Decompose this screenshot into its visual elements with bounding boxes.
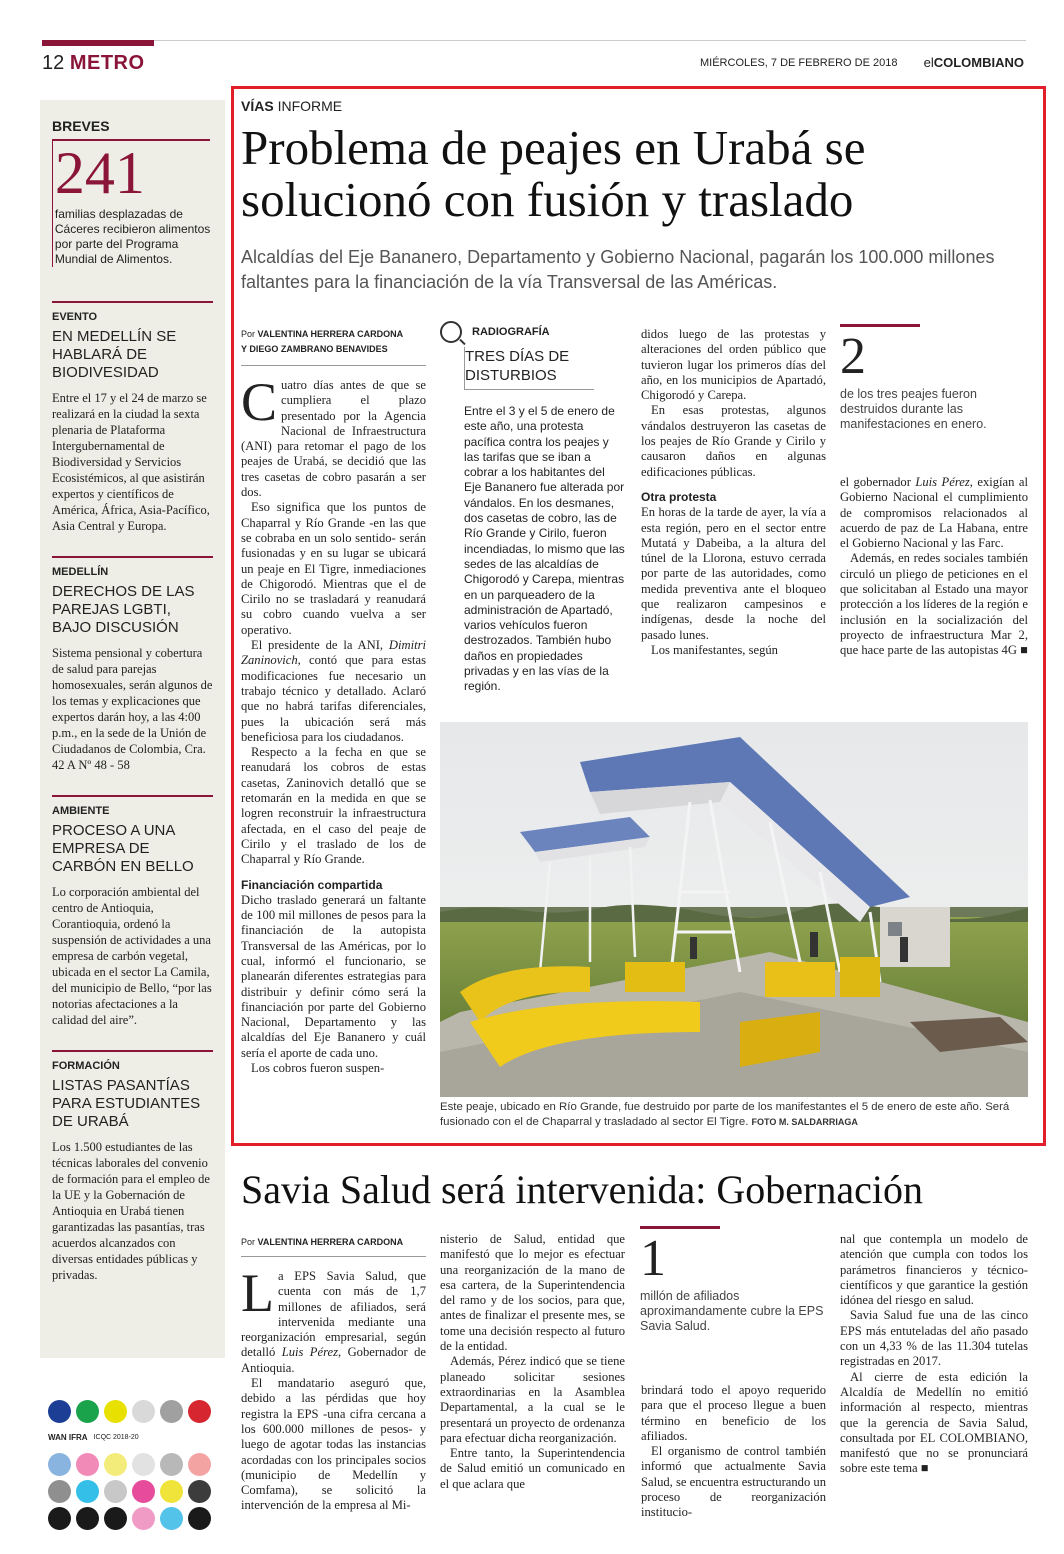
sidebar-title: BREVES — [52, 118, 110, 134]
photo-credit: FOTO M. SALDARRIAGA — [751, 1117, 858, 1127]
brief-body: Sistema pensional y cobertura de salud para parejas homosexuales, serán algunos de los temas y explicaciones que expertos darán hoy, a las 4:00 p.m., en la sede de la Unión de Ciudadanos de Colombia, Cra. 42 A Nº 48 - 58 — [52, 646, 213, 772]
color-swatch — [104, 1480, 127, 1503]
brief-title: LISTAS PASANTÍAS PARA ESTUDIANTES DE URABÁ — [52, 1077, 201, 1130]
color-swatch — [132, 1400, 155, 1423]
story2-column-3: brindará todo el apoyo requerido para que el proceso llegue a buen término en beneficio de los afiliados. El organismo de control también informó que actualmente Savia Salud, se encuentra estructurando un proceso de reorganización institucio- — [641, 1383, 826, 1520]
story2-column-4: nal que contempla un modelo de atención que cumpla con todos los parámetros financieros y técnico-científicos y que garantice la gestión idónea del riesgo en salud. Savia Salud fue una de las cinco EPS más entuteladas del año pasado con un 4,33 % de las 11.304 tutelas registradas en 2017. Al cierre de esta edición la Alcaldía de Medellín no emitió información al respecto, mientras que la gerencia de Savia Salud, consultada por EL COLOMBIANO, manifestó que no se pronunciará sobre este tema ■ — [840, 1232, 1028, 1476]
fact-text: millón de afiliados aproximandamente cubre la EPS Savia Salud. — [640, 1289, 824, 1333]
color-swatch — [188, 1453, 211, 1476]
brief-evento — [52, 301, 213, 534]
brief-medellin — [52, 556, 213, 773]
subhead-otra-protesta: Otra protesta — [641, 489, 717, 504]
sidebar-big-text: familias desplazadas de Cáceres recibieron alimentos por parte del Programa Mundial de Alimentos. — [54, 207, 211, 266]
color-swatch — [48, 1453, 71, 1476]
toll-booth-photo — [440, 722, 1028, 1097]
dropcap: L — [241, 1263, 274, 1323]
color-swatch — [76, 1480, 99, 1503]
brief-ambiente — [52, 795, 213, 1028]
brief-kicker: FORMACIÓN — [52, 1060, 120, 1072]
color-swatch — [160, 1453, 183, 1476]
color-swatch — [104, 1400, 127, 1423]
brief-title: DERECHOS DE LAS PAREJAS LGBTI, BAJO DISCUSIÓN — [52, 583, 195, 636]
magnifier-icon — [440, 321, 462, 343]
story-deck: Alcaldías del Eje Bananero, Departamento y Gobierno Nacional, pagarán los 100.000 millones faltantes para la financiación de la vía Transversal de las Américas. — [241, 247, 995, 292]
color-swatch — [48, 1507, 71, 1530]
page-number-section — [42, 52, 145, 75]
page-number: 12 — [42, 52, 65, 74]
story-kicker: VÍAS INFORME — [241, 98, 343, 114]
brief-body: Los 1.500 estudiantes de las técnicas laborales del convenio de formación para el empleo de la UE y la Gobernación de Antioquia en Urabá tienen garantizadas las pasantías, tras acuerdos alcanzados con diversas entidades públicas y privadas. — [52, 1140, 210, 1282]
brief-body: Entre el 17 y el 24 de marzo se realizará en la ciudad la sexta plenaria de Plataforma Intergubernamental de Biodiversidad y Servicios Ecosistémicos, al que asistirán expertos y científicos de América, África, Asia-Pacífico, Asia Central y Europa. — [52, 391, 210, 533]
color-swatch — [188, 1400, 211, 1423]
story2-column-1: Por VALENTINA HERRERA CARDONA La EPS Savia Salud, que cuenta con más de 1,7 millones de afiliados, será intervenida mediante una reorganización empresarial, según detalló Luis Pérez, Gobernador de Antioquia. El mandatario aseguró que, debido a las pérdidas que hoy registra la EPS -una cifra cercana a los 600.000 millones de pesos- y luego de agotar todas las instancias acordadas con los principales socios (municipio de Medellín y Comfama), se solicitó la intervención de la empresa al Mi- — [241, 1237, 427, 1513]
photo-caption: Este peaje, ubicado en Río Grande, fue destruido por parte de los manifestantes el 5 de enero de este año. Será fusionado con el de Chaparral y trasladado al sector El Tigre. FOTO M. SALDARRIAGA — [440, 1101, 1010, 1128]
fact-number: 1 — [640, 1230, 666, 1287]
radiografia-body: Entre el 3 y el 5 de enero de este año, una protesta pacífica contra los peajes y las tarifas que se iban a cobrar a los habitantes del Eje Bananero fue alterada por vándalos. En los desmanes, dos casetas de cobro, las de Río Grande y Cirilo, fueron incendiadas, lo mismo que las sedes de las alcaldías de Chigorodó y Carepa, mientras en un parqueadero de la administración de Apartadó, varios vehículos fueron destrozados. También hubo daños en propiedades privadas y en las vías de la región. — [464, 404, 625, 694]
section-accent-bar — [42, 40, 154, 46]
colorbar-label: WAN IFRA — [48, 1432, 88, 1442]
story1-column-4: el gobernador Luis Pérez, exigían al Gobierno Nacional el cumplimiento de compromisos relacionados al acuerdo de paz de La Habana, entre el Gobierno Nacional y las Farc. Además, en redes sociales también circuló un pliego de peticiones en el que solicitaban al Estado una mayor protección a los líderes de la región e inclusión en la socialización del proyecto de infraestructura Mar 2, que hace parte de las autopistas 4G ■ — [840, 475, 1028, 658]
color-swatch — [76, 1453, 99, 1476]
colorbar-sublabel: ICQC 2018-20 — [93, 1433, 139, 1441]
brief-formacion — [52, 1050, 213, 1283]
brief-kicker: AMBIENTE — [52, 805, 110, 817]
color-swatch — [160, 1507, 183, 1530]
subhead-financiacion: Financiación compartida — [241, 877, 383, 892]
brief-title: PROCESO A UNA EMPRESA DE CARBÓN EN BELLO — [52, 822, 194, 875]
color-swatch — [76, 1400, 99, 1423]
section-name: METRO — [69, 52, 145, 74]
color-swatch — [132, 1507, 155, 1530]
story1-byline: Por VALENTINA HERRERA CARDONA Y DIEGO ZAMBRANO BENAVIDES — [241, 327, 426, 366]
print-color-bar — [48, 1400, 218, 1534]
brief-body: Lo corporación ambiental del centro de Antioquia, Corantioquia, ordenó la suspensión de actividades a una empresa de carbón vegetal, ubicada en el sector La Camila, del municipio de Bello, “por las notorias afectaciones a la calidad del aire”. — [52, 885, 212, 1027]
sidebar-breves — [40, 100, 225, 1358]
story2-column-2: nisterio de Salud, entidad que manifestó que lo mejor es efectuar una reorganización de la mano de esa cartera, de la Superintendencia del ramo y de los socios, para que, antes de finalizar el presente mes, se tome una decisión respecto al futuro de la entidad. Además, Pérez indicó que se tiene planeado solicitar sesiones extraordinarias en la Asamblea Departamental, a la cual se le presentará un proyecto de ordenanza para efectuar dicha reorganización. Entre tanto, la Superintendencia de Salud emitió un comunicado en el que aclara que — [440, 1232, 625, 1491]
dropcap: C — [241, 372, 278, 432]
header-rule — [42, 40, 1026, 41]
color-swatch — [160, 1480, 183, 1503]
dateline: MIÉRCOLES, 7 DE FEBRERO DE 2018 — [700, 57, 898, 69]
sidebar-stat — [52, 141, 213, 267]
color-swatch — [188, 1507, 211, 1530]
color-swatch — [132, 1480, 155, 1503]
color-swatch — [188, 1480, 211, 1503]
story-headline: Problema de peajes en Urabá se solucionó con fusión y traslado — [241, 120, 866, 227]
radiografia-title: TRES DÍAS DE DISTURBIOS — [464, 347, 594, 390]
sidebar-big-number: 241 — [54, 140, 145, 206]
fact-box-afiliados — [640, 1226, 830, 1334]
radiografia-box — [440, 321, 625, 695]
radiografia-kicker: RADIOGRAFÍA — [472, 326, 550, 338]
color-swatch — [104, 1453, 127, 1476]
story1-column-3: didos luego de las protestas y alteraciones del orden público que tuvieron lugar los primeros días del año, en los municipios de Apartadó, Chigorodó y Carepa. En esas protestas, algunos vándalos destruyeron las casetas de los peajes de Río Grande y Cirilo y causaron daños en algunas edificaciones públicas. Otra protesta En horas de la tarde de ayer, la vía a esta región, pero en el sector entre Mutatá y Dabeiba, a la altura del túnel de la Llorona, estuvo cerrada por parte de las autoridades, como medida preventiva ante el bloqueo que realizaron campesinos e indígenas, desde la noche del pasado lunes. Los manifestantes, según — [641, 327, 826, 657]
color-swatch — [160, 1400, 183, 1423]
color-swatch — [48, 1400, 71, 1423]
story2-headline: Savia Salud será intervenida: Gobernación — [241, 1167, 923, 1212]
fact-text: de los tres peajes fueron destruidos durante las manifestaciones en enero. — [840, 387, 987, 431]
fact-number: 2 — [840, 328, 866, 385]
color-swatch — [132, 1453, 155, 1476]
color-swatch — [76, 1507, 99, 1530]
brief-kicker: EVENTO — [52, 311, 98, 323]
brief-kicker: MEDELLÍN — [52, 566, 109, 578]
newspaper-brand: elCOLOMBIANO — [923, 55, 1024, 70]
brief-title: EN MEDELLÍN SE HABLARÁ DE BIODIVESIDAD — [52, 328, 177, 381]
color-swatch — [48, 1480, 71, 1503]
story1-column-1: Por VALENTINA HERRERA CARDONA Y DIEGO ZAMBRANO BENAVIDES Cuatro días antes de que se cumpliera el plazo presentado por la Agencia Nacional de Infraestructura (ANI) para retomar el pago de los peajes de Urabá, se decidió que las tres casetas de cobro pasarán a ser dos. Eso significa que los puntos de Chaparral y Río Grande -en las que se cobraba en un solo sentido- serán fusionadas y en su lugar se ubicará un peaje en El Tigre, inmediaciones de Chigorodó. Mientras que el de Cirilo no se trasladará y reanudará su cobro cuando vuelva a ser operativo. El presidente de la ANI, Dimitri Zaninovich, contó que para estas modificaciones fue necesario un trabajo técnico y detallado. Aclaró que no habrá tarifas diferenciales, pues la ubicación será más beneficiosa para los ciudadanos. Respecto a la fecha en que se reanudará los cobros de estas casetas, Zaninovich detalló que se retomarán en la medida en que se logren reconstruir la infraestructura afectada, en el caso del peaje de Cirilo y el traslado de los de Chaparral y Río Grande. Financiación compartida Dicho traslado generará un faltante de 100 mil millones de pesos para la financiación de la autopista Transversal de las Américas, por lo cual, informó el funcionario, se planearán diferentes estrategias para distribuir y definir cómo será la financiación por parte del Gobierno Nacional, Departamento y las alcaldías del Eje Bananero y cuál sería el aporte de cada uno. Los cobros fueron suspen- — [241, 329, 426, 1076]
fact-box-peajes — [840, 324, 1030, 432]
color-swatch — [104, 1507, 127, 1530]
story2-byline: Por VALENTINA HERRERA CARDONA — [241, 1235, 426, 1257]
